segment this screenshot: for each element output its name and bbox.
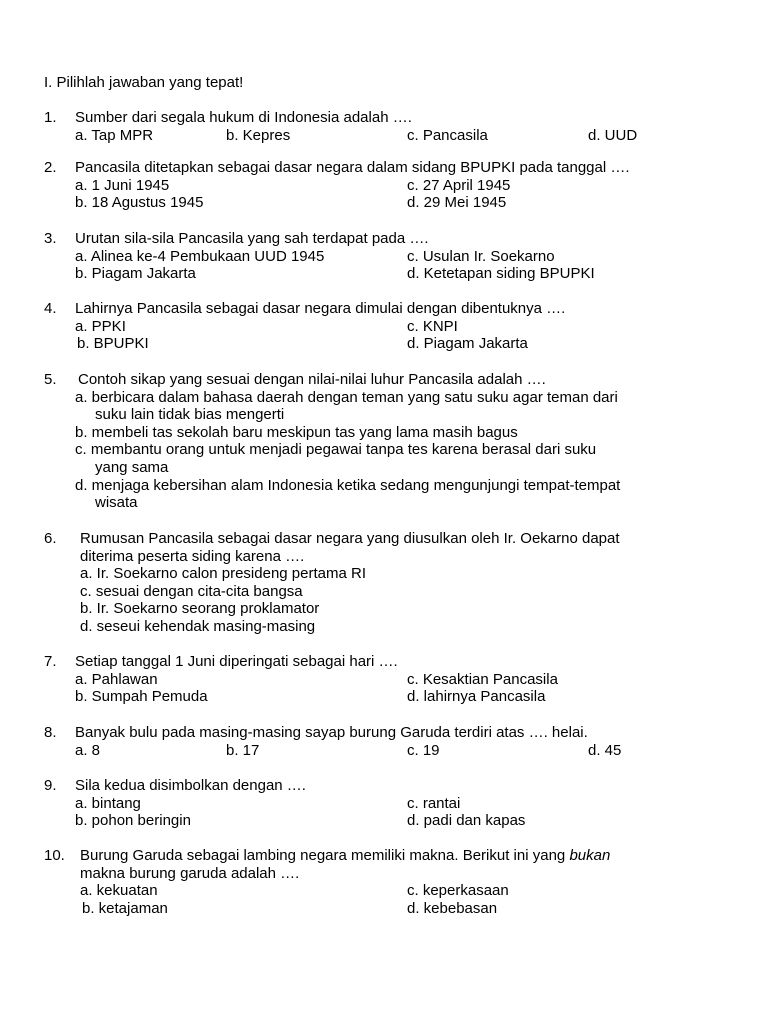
option-d: d. kebebasan <box>407 899 498 917</box>
option-d: d. menjaga kebersihan alam Indonesia ketika sedang mengunjungi tempat-tempat <box>75 476 621 494</box>
option-c: c. keperkasaan <box>407 882 509 900</box>
question-stem: Urutan sila-sila Pancasila yang sah terdapat pada …. <box>75 230 429 247</box>
question-number: 4. <box>44 300 57 317</box>
question-number: 3. <box>44 230 57 247</box>
option-d-continued: wisata <box>95 494 138 512</box>
option-d: d. Ketetapan siding BPUPKI <box>407 265 595 283</box>
question-stem-continued: diterima peserta siding karena …. <box>80 547 305 565</box>
option-c: c. membantu orang untuk menjadi pegawai tanpa tes karena berasal dari suku <box>75 441 597 459</box>
option-c: c. KNPI <box>407 317 458 335</box>
question-stem: Lahirnya Pancasila sebagai dasar negara dimulai dengan dibentuknya …. <box>75 300 566 317</box>
question-8 <box>44 724 744 759</box>
option-d: d. 29 Mei 1945 <box>407 194 507 212</box>
option-c: c. 19 <box>407 741 440 759</box>
option-b: b. 18 Agustus 1945 <box>75 194 204 212</box>
option-c: c. Pancasila <box>407 126 488 144</box>
option-c: c. rantai <box>407 794 461 812</box>
option-d: d. seseui kehendak masing-masing <box>80 617 316 635</box>
question-stem: Pancasila ditetapkan sebagai dasar negara dalam sidang BPUPKI pada tanggal …. <box>75 159 630 176</box>
option-b: b. Ir. Soekarno seorang proklamator <box>80 600 320 618</box>
option-c: c. Kesaktian Pancasila <box>407 670 558 688</box>
option-a: a. PPKI <box>75 317 126 335</box>
option-d: d. padi dan kapas <box>407 812 526 830</box>
question-number: 2. <box>44 159 57 176</box>
question-4 <box>44 300 744 353</box>
option-c: c. 27 April 1945 <box>407 176 511 194</box>
option-d: d. UUD <box>588 126 638 144</box>
question-stem-text: Burung Garuda sebagai lambing negara memiliki makna. Berikut ini yang <box>80 847 570 864</box>
option-a-continued: suku lain tidak bias mengerti <box>95 406 285 424</box>
question-stem: Contoh sikap yang sesuai dengan nilai-nilai luhur Pancasila adalah …. <box>78 371 546 388</box>
question-stem: Sumber dari segala hukum di Indonesia adalah …. <box>75 109 412 126</box>
option-a: a. bintang <box>75 794 141 812</box>
option-b: b. Piagam Jakarta <box>75 265 196 283</box>
question-5 <box>44 371 744 512</box>
option-d: d. 45 <box>588 741 622 759</box>
question-3 <box>44 230 744 283</box>
question-number: 9. <box>44 777 57 794</box>
question-stem: Rumusan Pancasila sebagai dasar negara yang diusulkan oleh Ir. Oekarno dapat <box>80 530 620 547</box>
option-b: b. BPUPKI <box>77 335 149 353</box>
option-a: a. 1 Juni 1945 <box>75 176 170 194</box>
option-d: d. Piagam Jakarta <box>407 335 528 353</box>
question-10 <box>44 847 744 917</box>
question-stem: Sila kedua disimbolkan dengan …. <box>75 777 306 794</box>
question-number: 6. <box>44 530 57 547</box>
question-number: 8. <box>44 724 57 741</box>
question-number: 10. <box>44 847 65 864</box>
section-heading: I. Pilihlah jawaban yang tepat! <box>44 74 244 91</box>
question-7 <box>44 653 744 706</box>
option-d: d. lahirnya Pancasila <box>407 688 546 706</box>
question-stem: Banyak bulu pada masing-masing sayap burung Garuda terdiri atas …. helai. <box>75 724 588 741</box>
question-stem <box>80 847 610 865</box>
option-a: a. kekuatan <box>80 882 158 900</box>
question-9 <box>44 777 744 830</box>
option-b: b. 17 <box>226 741 260 759</box>
option-a: a. Ir. Soekarno calon presideng pertama RI <box>80 565 366 583</box>
question-stem: Setiap tanggal 1 Juni diperingati sebagai hari …. <box>75 653 398 670</box>
question-6 <box>44 530 744 636</box>
question-number: 5. <box>44 371 57 388</box>
option-a: a. Tap MPR <box>75 126 154 144</box>
emphasis-word: bukan <box>569 847 611 864</box>
option-b: b. Sumpah Pemuda <box>75 688 208 706</box>
question-1 <box>44 109 744 144</box>
option-c: c. Usulan Ir. Soekarno <box>407 247 555 265</box>
option-b: b. pohon beringin <box>75 812 191 830</box>
option-a: a. berbicara dalam bahasa daerah dengan teman yang satu suku agar teman dari <box>75 388 618 406</box>
option-c-continued: yang sama <box>95 458 169 476</box>
question-2 <box>44 159 744 212</box>
option-a: a. Pahlawan <box>75 670 158 688</box>
option-b: b. membeli tas sekolah baru meskipun tas yang lama masih bagus <box>75 423 518 441</box>
question-number: 7. <box>44 653 57 670</box>
question-number: 1. <box>44 109 57 126</box>
option-a: a. Alinea ke-4 Pembukaan UUD 1945 <box>75 247 325 265</box>
option-a: a. 8 <box>75 741 101 759</box>
option-c: c. sesuai dengan cita-cita bangsa <box>80 582 303 600</box>
option-b: b. Kepres <box>226 126 291 144</box>
option-b: b. ketajaman <box>82 899 168 917</box>
question-stem-continued: makna burung garuda adalah …. <box>80 864 300 882</box>
